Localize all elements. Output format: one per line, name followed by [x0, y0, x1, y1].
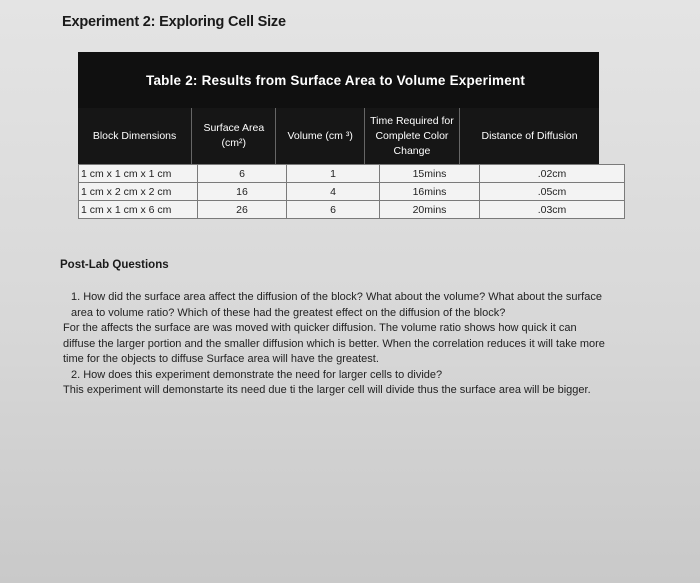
table-header-row	[78, 108, 599, 164]
header-surface-area: Surface Area (cm²)	[191, 108, 275, 164]
cell-surface-area: 6	[198, 165, 287, 183]
cell-time: 16mins	[380, 183, 480, 201]
cell-time: 20mins	[380, 201, 480, 219]
cell-surface-area: 26	[198, 201, 287, 219]
header-time-required: Time Required for Complete Color Change	[364, 108, 459, 164]
cell-volume: 6	[287, 201, 380, 219]
question-2: 2. How does this experiment demonstrate the need for larger cells to divide?	[71, 368, 443, 381]
answer-1: For the affects the surface are was moved with quicker diffusion. The volume ratio shows how quick it can diffuse the larger portion and the smaller diffusion which is better. When the correlation reduces it will take more time for the objects to diffuse Surface area will have the greatest.	[63, 322, 605, 365]
header-distance-of-diffusion: Distance of Diffusion	[459, 108, 599, 164]
answer-2: This experiment will demonstarte its need due ti the larger cell will divide thus the surface area will be bigger.	[63, 384, 591, 396]
cell-distance: .02cm	[480, 165, 625, 183]
table-body	[78, 164, 625, 219]
question-1: 1. How did the surface area affect the diffusion of the block? What about the volume? What about the surface area to volume ratio? Which of these had the greatest effect on the diffusion of the block?	[71, 291, 602, 319]
header-volume: Volume (cm ³)	[275, 108, 363, 164]
cell-volume: 4	[287, 183, 380, 201]
results-table	[78, 52, 599, 219]
cell-distance: .05cm	[480, 183, 625, 201]
table-row	[79, 183, 625, 201]
table-row	[79, 165, 625, 183]
postlab-qa	[63, 290, 611, 399]
cell-time: 15mins	[380, 165, 480, 183]
cell-block-dimensions: 1 cm x 1 cm x 1 cm	[79, 165, 198, 183]
cell-block-dimensions: 1 cm x 2 cm x 2 cm	[79, 183, 198, 201]
table-caption: Table 2: Results from Surface Area to Volume Experiment	[78, 52, 599, 108]
cell-block-dimensions: 1 cm x 1 cm x 6 cm	[79, 201, 198, 219]
header-block-dimensions: Block Dimensions	[92, 129, 177, 142]
document-title: Experiment 2: Exploring Cell Size	[62, 14, 286, 30]
cell-volume: 1	[287, 165, 380, 183]
table-row	[79, 201, 625, 219]
postlab-heading: Post-Lab Questions	[60, 259, 169, 271]
cell-surface-area: 16	[198, 183, 287, 201]
cell-distance: .03cm	[480, 201, 625, 219]
